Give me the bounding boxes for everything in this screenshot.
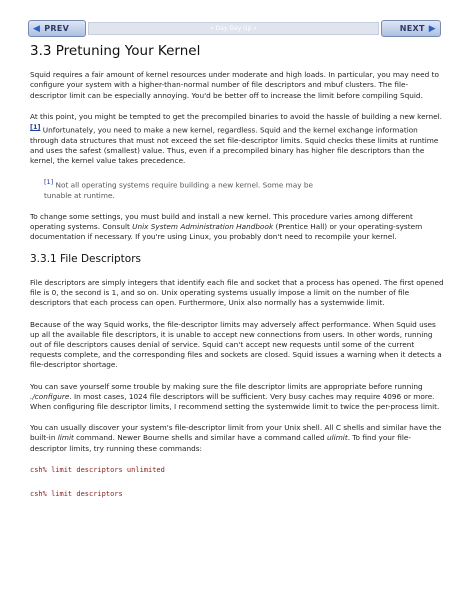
- paragraph-text: . In most cases, 1024 file descriptors will be sufficient. Very busy caches may require 4096 or more. When configuring file descriptor limits, I recommend setting the systemwide limit to twice the per-process limit.: [30, 391, 440, 411]
- ulimit-command: ulimit: [327, 433, 348, 443]
- section-paragraph-2: [30, 112, 445, 166]
- footnote-marker: [1]: [44, 178, 54, 187]
- prev-button[interactable]: [28, 20, 86, 37]
- next-label: NEXT: [399, 24, 425, 33]
- arrow-right-icon: ▶: [428, 23, 436, 34]
- subsection-title: 3.3.1 File Descriptors: [30, 252, 141, 265]
- paragraph-text: (Prentice Hall) or your operating-system documentation if necessary. If you're using Linux, you probably don't need to recompile your kernel.: [30, 222, 423, 242]
- paragraph-text: Unfortunately, you need to make a new kernel, regardless. Squid and the kernel exchange information through data structures that must not exceed the set file-descriptor limits. Squid checks these limits at runtime and uses the safest (smallest) value. Thus, even if a precompiled binary has higher file descriptors than the kernel, the kernel value takes precedence.: [30, 125, 439, 166]
- code-line-1: csh% limit descriptors unlimited: [30, 465, 165, 474]
- top-navigation: [28, 20, 441, 37]
- arrow-left-icon: ◀: [33, 23, 41, 34]
- subsection-paragraph-2: Because of the way Squid works, the file-descriptor limits may adversely affect performance. When Squid uses up all the available file descriptors, it is unable to accept new connections from users. In other words, running out of file descriptors causes denial of service. Squid can't accept new requests until some of the current requests complete, and the corresponding files and sockets are closed. Squid issues a warning when it detects a file-descriptor shortage.: [30, 319, 442, 370]
- paragraph-text: command. Newer Bourne shells and similar have a command called: [73, 433, 328, 443]
- footnote: [44, 177, 334, 201]
- subsection-paragraph-1: File descriptors are simply integers that identify each file and socket that a process has opened. The first opened file is 0, the second is 1, and so on. Unix operating systems usually impose a limit on the number of file descriptors that each process can open. Furthermore, Unix also normally has a systemwide limit.: [30, 277, 444, 308]
- next-button[interactable]: [381, 20, 441, 37]
- navigation-title: « Day Day Up »: [210, 25, 257, 32]
- book-title: Unix System Administration Handbook: [132, 222, 274, 232]
- paragraph-text: To change some settings, you must build and install a new kernel. This procedure varies among different operating systems. Consult: [30, 212, 413, 232]
- footnote-text: Not all operating systems require building a new kernel. Some may be tunable at runtime.: [44, 180, 313, 200]
- document-content: [30, 40, 445, 513]
- footnote-link[interactable]: [1]: [30, 123, 41, 132]
- code-line-2: csh% limit descriptors: [30, 489, 123, 498]
- section-paragraph-1: Squid requires a fair amount of kernel resources under moderate and high loads. In particular, you may need to configure your system with a higher-than-normal number of file descriptors and mbuf clusters. The file-descriptor limit can be especially annoying. You'd be better off to increase the limit before compiling Squid.: [30, 70, 439, 100]
- section-paragraph-3: [30, 212, 445, 243]
- paragraph-text: You can save yourself some trouble by making sure the file descriptor limits are appropriate before running: [30, 381, 423, 391]
- limit-command: limit: [57, 433, 74, 443]
- paragraph-text: At this point, you might be tempted to get the precompiled binaries to avoid the hassle of building a new kernel.: [30, 111, 442, 121]
- subsection-paragraph-3: [30, 382, 445, 413]
- configure-command: ./configure: [30, 391, 70, 401]
- section-title: 3.3 Pretuning Your Kernel: [30, 43, 201, 59]
- paragraph-text: . To find your file-descriptor limits, try running these commands:: [30, 433, 411, 453]
- navigation-title-bar: [88, 22, 379, 35]
- prev-label: PREV: [44, 24, 70, 33]
- subsection-paragraph-4: [30, 423, 445, 454]
- paragraph-text: You can usually discover your system's file-descriptor limit from your Unix shell. All C shells and similar have the built-in: [30, 423, 442, 443]
